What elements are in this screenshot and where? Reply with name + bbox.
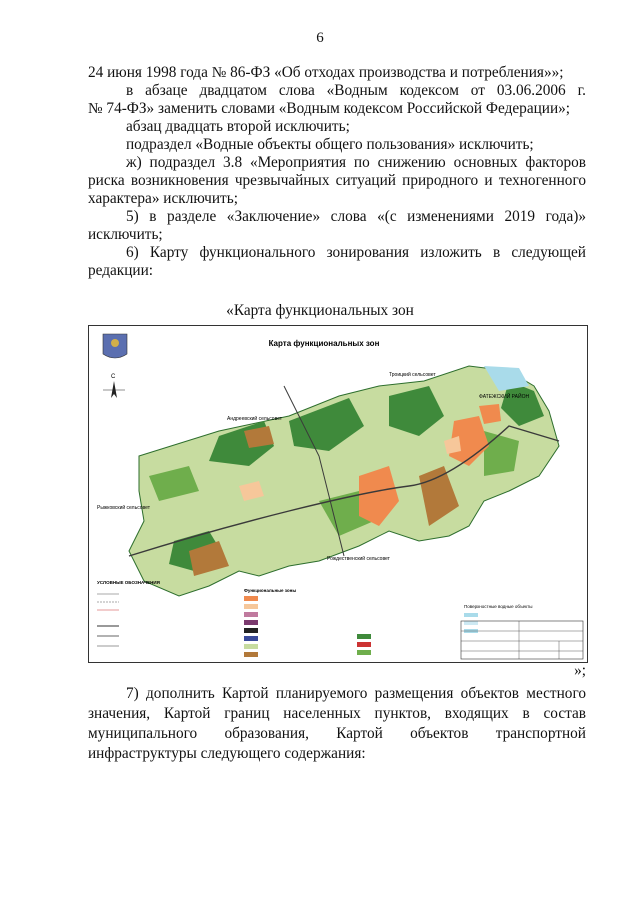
text-line: 6) Карту функционального зонирования изложить в следующей	[126, 244, 586, 261]
text-line: подраздел «Водные объекты общего пользования» исключить;	[126, 136, 534, 153]
label-rozhdestvensky: Рождественский сельсовет	[327, 556, 390, 562]
label-ryzhkovsky: Рыжковский сельсовет	[97, 505, 151, 511]
text-line: 24 июня 1998 года № 86-ФЗ «Об отходах производства и потребления»»;	[88, 64, 564, 81]
water-title: Поверхностные водные объекты	[464, 604, 533, 609]
text-line: риска возникновения чрезвычайных ситуаций природного и техногенного	[88, 172, 586, 189]
text-line: 5) в разделе «Заключение» слова «(с изменениями 2019 года)»	[126, 208, 586, 225]
legend	[97, 580, 532, 657]
text-line: ж) подраздел 3.8 «Мероприятия по снижению основных факторов	[126, 154, 586, 171]
text-line: исключить;	[88, 226, 163, 243]
zones-title: Функциональные зоны	[244, 588, 297, 593]
text-line: 7) дополнить Картой планируемого размещения объектов местного	[126, 685, 586, 702]
north-arrow-icon	[103, 374, 125, 398]
text-line: значения, Картой границ населенных пунктов, входящих в состав	[88, 705, 586, 722]
text-line: редакции:	[88, 262, 154, 279]
end-mark: »;	[574, 662, 586, 679]
map-caption: «Карта функциональных зон	[226, 302, 414, 319]
label-fatezh: ФАТЕЖСКИЙ РАЙОН	[479, 394, 530, 400]
zoning-map	[88, 325, 588, 663]
title-block	[461, 621, 583, 659]
page-number: 6	[316, 30, 324, 46]
label-troitsky: Троицкий сельсовет	[389, 372, 436, 378]
label-andreevsky: Андреевский сельсовет	[227, 416, 283, 422]
text-line: № 74-ФЗ» заменить словами «Водным кодексом Российской Федерации»;	[88, 100, 571, 117]
text-line: характера» исключить;	[88, 190, 238, 207]
coat-of-arms-icon	[103, 334, 127, 358]
svg-text:С: С	[111, 374, 116, 380]
zoning-map-svg	[89, 326, 587, 662]
map-title: Карта функциональных зон	[268, 339, 380, 348]
text-line: инфраструктуры следующего содержания:	[88, 745, 366, 762]
text-line: муниципального образования, Картой объектов транспортной	[88, 725, 586, 742]
legend-title: УСЛОВНЫЕ ОБОЗНАЧЕНИЯ	[97, 580, 160, 585]
text-line: в абзаце двадцатом слова «Водным кодексом от 03.06.2006 г.	[126, 82, 586, 99]
text-line: абзац двадцать второй исключить;	[126, 118, 350, 135]
